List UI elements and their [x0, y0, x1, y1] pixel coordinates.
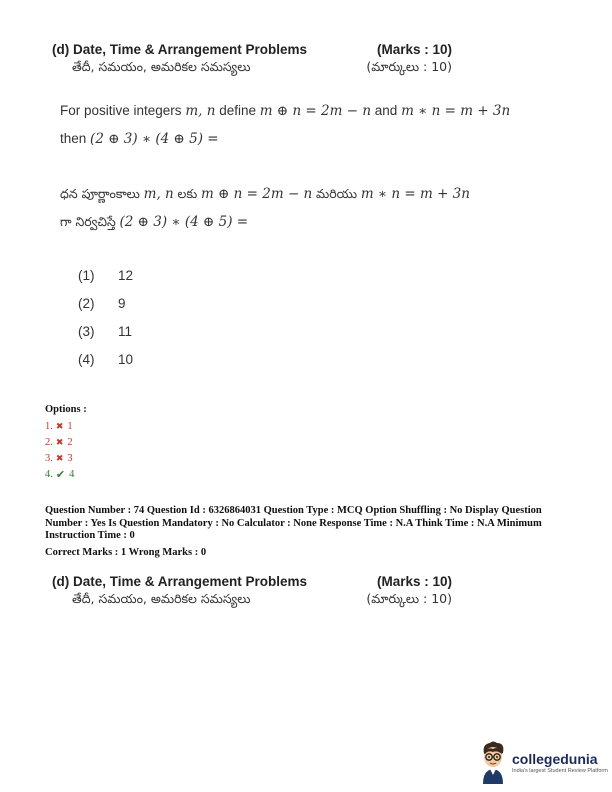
question-then: then — [60, 131, 87, 146]
section-title: (d) Date, Time & Arrangement Problems — [52, 42, 308, 57]
section-marks-telugu: (మార్కులు : 10) — [366, 59, 452, 74]
choice-number: (4) — [78, 352, 95, 367]
question-meta-marks: Correct Marks : 1 Wrong Marks : 0 — [45, 546, 207, 558]
section-marks: (Marks : 10) — [376, 574, 452, 589]
section-title-telugu: తేదీ, సమయం, అమరికల సమస్యలు — [72, 59, 251, 74]
section-title: (d) Date, Time & Arrangement Problems — [52, 574, 308, 589]
question-define: define — [219, 103, 256, 118]
choice-item[interactable] — [78, 352, 133, 380]
question-lead: For positive integers — [60, 103, 182, 118]
option-row — [45, 466, 87, 482]
definition-te-star: m ∗ n = m + 3n — [360, 186, 470, 202]
question-te-laku: లకు — [177, 186, 198, 201]
collegedunia-logo[interactable] — [478, 740, 608, 784]
question-vars: m, n — [185, 103, 216, 119]
section-header — [52, 42, 462, 78]
question-expression: (2 ⊕ 3) ∗ (4 ⊕ 5) = — [90, 131, 219, 147]
choice-number: (1) — [78, 268, 95, 283]
option-value: 2 — [67, 436, 73, 448]
question-te-mariyu: మరియు — [316, 186, 358, 201]
wrong-icon: ✖ — [55, 452, 64, 463]
question-meta-info: Question Number : 74 Question Id : 6326864031 Question Type : MCQ Option Shuffling : No Display Question Number : Yes Is Question Mandatory : No Calculator : None Response Time : N.A Think Time : N.A Minimum Instruction Time : 0 — [45, 505, 542, 541]
question-meta — [45, 505, 575, 559]
definition-star: m ∗ n = m + 3n — [401, 103, 511, 119]
section-marks-telugu: (మార్కులు : 10) — [366, 591, 452, 606]
definition-te-oplus: m ⊕ n = 2m − n — [200, 186, 313, 202]
definition-oplus: m ⊕ n = 2m − n — [259, 103, 372, 119]
option-row — [45, 450, 87, 466]
wrong-icon: ✖ — [55, 420, 64, 431]
mascot-icon — [478, 740, 508, 784]
question-telugu-line1 — [60, 186, 470, 205]
option-number: 1. — [45, 420, 53, 432]
options-answer-key — [45, 404, 87, 482]
check-icon: ✔ — [55, 468, 66, 481]
choice-item[interactable] — [78, 296, 133, 324]
question-telugu-line2 — [60, 214, 248, 233]
choice-item[interactable] — [78, 268, 133, 296]
options-label: Options : — [45, 404, 87, 415]
choice-list — [78, 268, 133, 380]
question-and: and — [374, 103, 398, 118]
choice-number: (3) — [78, 324, 95, 339]
choice-value: 9 — [118, 296, 126, 311]
option-number: 3. — [45, 452, 53, 464]
question-english-line2 — [60, 131, 219, 147]
section-title-telugu: తేదీ, సమయం, అమరికల సమస్యలు — [72, 591, 251, 606]
question-english-line1 — [60, 103, 510, 119]
logo-name: collegedunia — [512, 750, 598, 767]
choice-value: 10 — [118, 352, 134, 367]
option-value: 4 — [69, 468, 75, 480]
option-number: 4. — [45, 468, 53, 480]
choice-value: 11 — [118, 324, 133, 339]
section-marks: (Marks : 10) — [376, 42, 452, 57]
question-te-expression: (2 ⊕ 3) ∗ (4 ⊕ 5) = — [119, 214, 249, 230]
choice-value: 12 — [118, 268, 134, 283]
choice-item[interactable] — [78, 324, 133, 352]
wrong-icon: ✖ — [55, 436, 64, 447]
option-value: 3 — [67, 452, 73, 464]
option-value: 1 — [67, 420, 73, 432]
option-row — [45, 434, 87, 450]
question-te-lead: ధన పూర్ణాంకాలు — [60, 186, 140, 201]
logo-tagline: India's largest Student Review Platform — [512, 767, 608, 774]
option-number: 2. — [45, 436, 53, 448]
option-row — [45, 418, 87, 434]
question-te-vars: m, n — [143, 186, 174, 202]
section-header-repeat — [52, 574, 462, 610]
choice-number: (2) — [78, 296, 95, 311]
question-te-ga: గా నిర్వచిస్తే — [60, 214, 116, 229]
